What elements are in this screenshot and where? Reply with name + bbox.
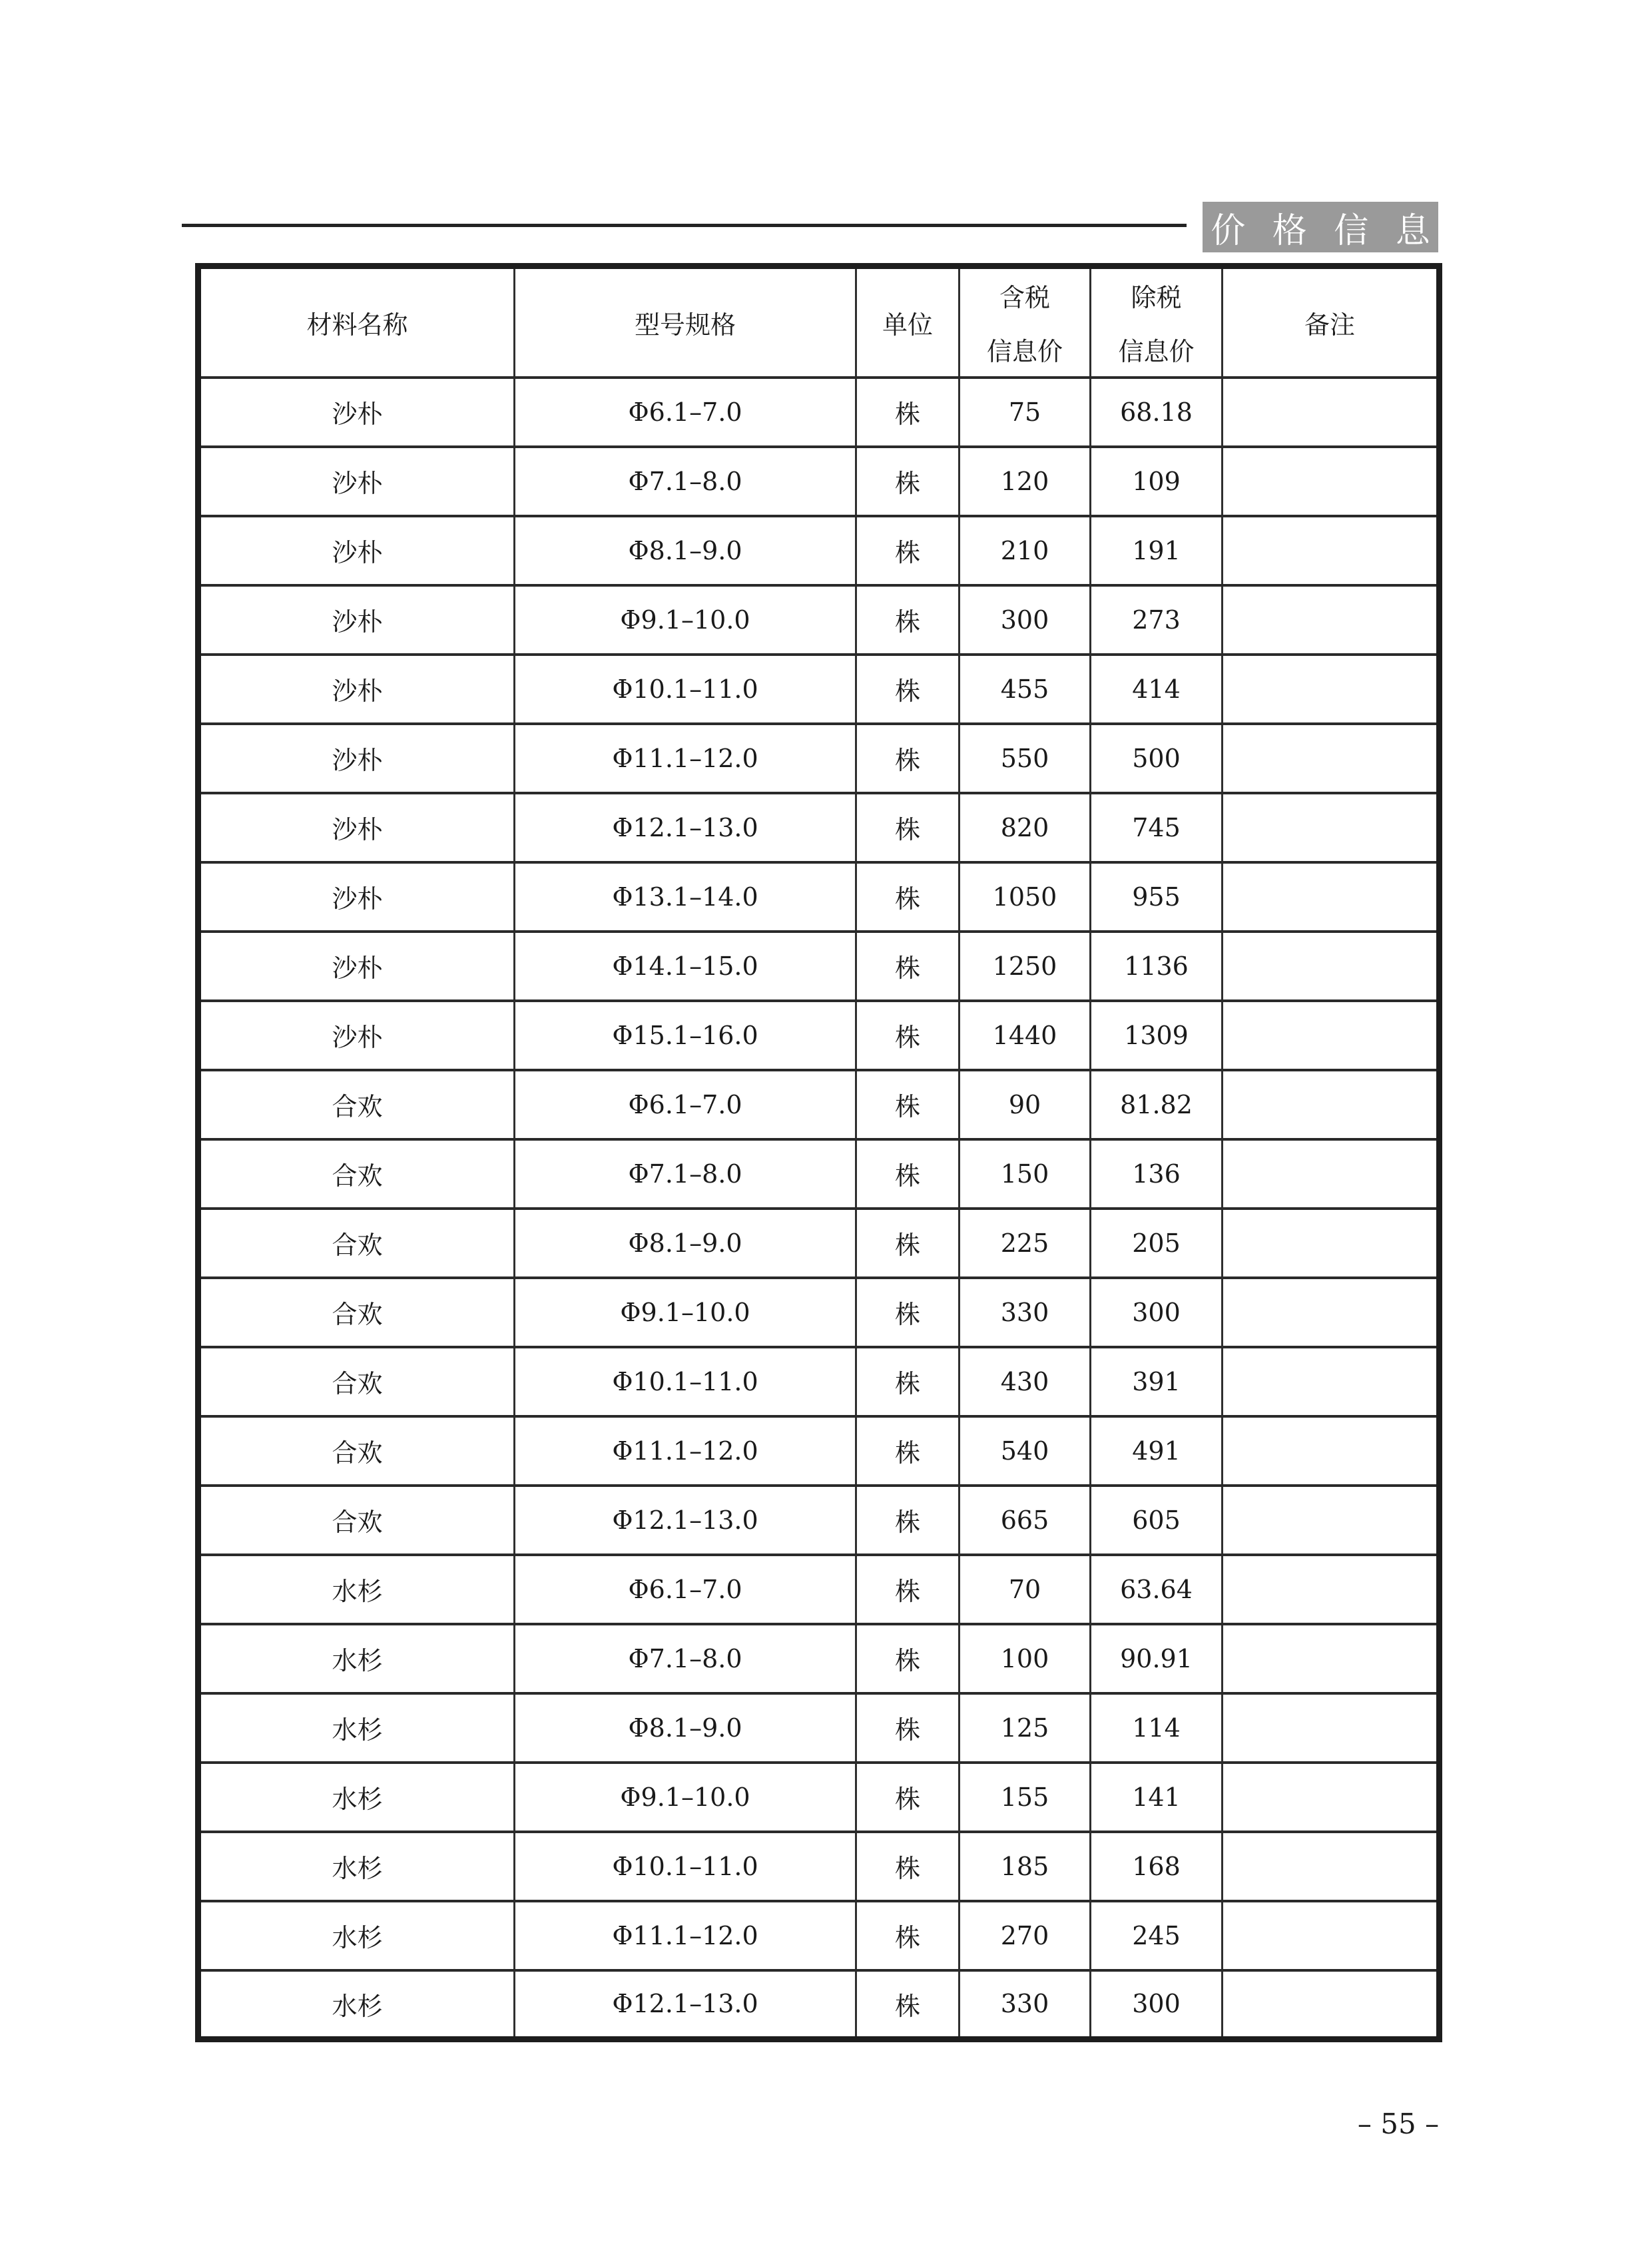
remark-cell	[1223, 1209, 1440, 1278]
table-row	[198, 1901, 1440, 1970]
pretax-price-cell: 141	[1091, 1763, 1223, 1832]
unit-cell: 株	[856, 1347, 960, 1416]
tax-price-cell: 75	[960, 378, 1091, 447]
table-row	[198, 1347, 1440, 1416]
pretax-price-cell: 245	[1091, 1901, 1223, 1970]
remark-cell	[1223, 1139, 1440, 1209]
header-rule	[182, 224, 1187, 227]
pretax-price-cell: 300	[1091, 1278, 1223, 1347]
unit-cell: 株	[856, 862, 960, 932]
unit-cell: 株	[856, 1901, 960, 1970]
spec-cell: Φ10.1–11.0	[515, 1832, 856, 1901]
material-name-cell: 水杉	[198, 1832, 515, 1901]
tax-price-cell: 430	[960, 1347, 1091, 1416]
pretax-price-cell: 191	[1091, 516, 1223, 585]
remark-cell	[1223, 585, 1440, 655]
material-name-cell: 沙朴	[198, 724, 515, 793]
table-row	[198, 1555, 1440, 1624]
unit-cell: 株	[856, 1001, 960, 1070]
spec-cell: Φ10.1–11.0	[515, 1347, 856, 1416]
material-name-cell: 合欢	[198, 1347, 515, 1416]
remark-cell	[1223, 1970, 1440, 2040]
header-spec-label: 型号规格	[634, 310, 736, 340]
tax-price-cell: 70	[960, 1555, 1091, 1624]
material-name-cell: 合欢	[198, 1139, 515, 1209]
table-header-row	[198, 266, 1440, 378]
spec-cell: Φ7.1–8.0	[515, 447, 856, 516]
table-row	[198, 447, 1440, 516]
table-row	[198, 1486, 1440, 1555]
table-row	[198, 1970, 1440, 2040]
table-row	[198, 1763, 1440, 1832]
pretax-price-cell: 1309	[1091, 1001, 1223, 1070]
remark-cell	[1223, 1555, 1440, 1624]
header-spec	[515, 266, 856, 378]
table-row	[198, 1832, 1440, 1901]
unit-cell: 株	[856, 1763, 960, 1832]
table-row	[198, 1209, 1440, 1278]
unit-cell: 株	[856, 1416, 960, 1486]
material-name-cell: 水杉	[198, 1693, 515, 1763]
spec-cell: Φ12.1–13.0	[515, 1970, 856, 2040]
tax-price-cell: 820	[960, 793, 1091, 862]
material-name-cell: 水杉	[198, 1624, 515, 1693]
table-body	[198, 378, 1440, 2040]
spec-cell: Φ11.1–12.0	[515, 1901, 856, 1970]
spec-cell: Φ11.1–12.0	[515, 1416, 856, 1486]
header-unit	[856, 266, 960, 378]
material-name-cell: 水杉	[198, 1970, 515, 2040]
table-row	[198, 793, 1440, 862]
remark-cell	[1223, 1347, 1440, 1416]
spec-cell: Φ7.1–8.0	[515, 1624, 856, 1693]
remark-cell	[1223, 724, 1440, 793]
table-row	[198, 1416, 1440, 1486]
material-name-cell: 合欢	[198, 1486, 515, 1555]
tax-price-cell: 185	[960, 1832, 1091, 1901]
unit-cell: 株	[856, 1970, 960, 2040]
material-name-cell: 沙朴	[198, 1001, 515, 1070]
table-row	[198, 1624, 1440, 1693]
tax-price-cell: 155	[960, 1763, 1091, 1832]
pretax-price-cell: 955	[1091, 862, 1223, 932]
material-name-cell: 沙朴	[198, 447, 515, 516]
unit-cell: 株	[856, 724, 960, 793]
page-number: – 55 –	[1357, 2108, 1440, 2140]
table-row	[198, 1693, 1440, 1763]
table-row	[198, 378, 1440, 447]
material-name-cell: 水杉	[198, 1555, 515, 1624]
pretax-price-cell: 205	[1091, 1209, 1223, 1278]
pretax-price-cell: 168	[1091, 1832, 1223, 1901]
table-row	[198, 1070, 1440, 1139]
header-material	[198, 266, 515, 378]
spec-cell: Φ8.1–9.0	[515, 516, 856, 585]
material-name-cell: 沙朴	[198, 932, 515, 1001]
table-header	[198, 266, 1440, 378]
pretax-price-cell: 68.18	[1091, 378, 1223, 447]
pretax-price-cell: 605	[1091, 1486, 1223, 1555]
material-name-cell: 沙朴	[198, 655, 515, 724]
remark-cell	[1223, 862, 1440, 932]
table-row	[198, 1139, 1440, 1209]
remark-cell	[1223, 1832, 1440, 1901]
unit-cell: 株	[856, 1486, 960, 1555]
material-name-cell: 合欢	[198, 1416, 515, 1486]
material-name-cell: 合欢	[198, 1070, 515, 1139]
tax-price-cell: 1440	[960, 1001, 1091, 1070]
remark-cell	[1223, 1763, 1440, 1832]
tax-price-cell: 270	[960, 1901, 1091, 1970]
price-table	[195, 263, 1442, 2042]
spec-cell: Φ8.1–9.0	[515, 1209, 856, 1278]
table-row	[198, 1278, 1440, 1347]
header-remark	[1223, 266, 1440, 378]
spec-cell: Φ13.1–14.0	[515, 862, 856, 932]
remark-cell	[1223, 1001, 1440, 1070]
pretax-price-cell: 136	[1091, 1139, 1223, 1209]
material-name-cell: 沙朴	[198, 862, 515, 932]
tax-price-cell: 150	[960, 1139, 1091, 1209]
unit-cell: 株	[856, 447, 960, 516]
pretax-price-cell: 1136	[1091, 932, 1223, 1001]
remark-cell	[1223, 516, 1440, 585]
unit-cell: 株	[856, 1624, 960, 1693]
tax-price-cell: 665	[960, 1486, 1091, 1555]
tax-price-cell: 100	[960, 1624, 1091, 1693]
pretax-price-cell: 114	[1091, 1693, 1223, 1763]
remark-cell	[1223, 447, 1440, 516]
material-name-cell: 沙朴	[198, 793, 515, 862]
pretax-price-cell: 745	[1091, 793, 1223, 862]
page-title-box	[1203, 202, 1438, 252]
spec-cell: Φ12.1–13.0	[515, 793, 856, 862]
header-unit-label: 单位	[882, 310, 933, 340]
table-row	[198, 516, 1440, 585]
remark-cell	[1223, 793, 1440, 862]
unit-cell: 株	[856, 1070, 960, 1139]
tax-price-cell: 330	[960, 1970, 1091, 2040]
remark-cell	[1223, 655, 1440, 724]
tax-price-cell: 210	[960, 516, 1091, 585]
header-remark-label: 备注	[1304, 310, 1355, 340]
pretax-price-cell: 500	[1091, 724, 1223, 793]
table-row	[198, 1001, 1440, 1070]
tax-price-cell: 455	[960, 655, 1091, 724]
remark-cell	[1223, 1901, 1440, 1970]
remark-cell	[1223, 1070, 1440, 1139]
material-name-cell: 沙朴	[198, 516, 515, 585]
unit-cell: 株	[856, 516, 960, 585]
tax-price-cell: 225	[960, 1209, 1091, 1278]
unit-cell: 株	[856, 585, 960, 655]
material-name-cell: 水杉	[198, 1901, 515, 1970]
header-material-label: 材料名称	[306, 310, 408, 340]
spec-cell: Φ9.1–10.0	[515, 1763, 856, 1832]
pretax-price-cell: 300	[1091, 1970, 1223, 2040]
pretax-price-cell: 63.64	[1091, 1555, 1223, 1624]
tax-price-cell: 540	[960, 1416, 1091, 1486]
tax-price-cell: 330	[960, 1278, 1091, 1347]
table-row	[198, 655, 1440, 724]
pretax-price-cell: 273	[1091, 585, 1223, 655]
unit-cell: 株	[856, 793, 960, 862]
spec-cell: Φ12.1–13.0	[515, 1486, 856, 1555]
tax-price-cell: 550	[960, 724, 1091, 793]
spec-cell: Φ8.1–9.0	[515, 1693, 856, 1763]
spec-cell: Φ6.1–7.0	[515, 1555, 856, 1624]
material-name-cell: 沙朴	[198, 585, 515, 655]
spec-cell: Φ10.1–11.0	[515, 655, 856, 724]
pretax-price-cell: 391	[1091, 1347, 1223, 1416]
header-tax-price-line2: 信息价	[986, 337, 1063, 367]
pretax-price-cell: 414	[1091, 655, 1223, 724]
unit-cell: 株	[856, 655, 960, 724]
remark-cell	[1223, 1693, 1440, 1763]
tax-price-cell: 300	[960, 585, 1091, 655]
tax-price-cell: 120	[960, 447, 1091, 516]
material-name-cell: 水杉	[198, 1763, 515, 1832]
unit-cell: 株	[856, 1139, 960, 1209]
header-tax-price	[960, 266, 1091, 378]
table-row	[198, 862, 1440, 932]
remark-cell	[1223, 932, 1440, 1001]
pretax-price-cell: 81.82	[1091, 1070, 1223, 1139]
remark-cell	[1223, 1624, 1440, 1693]
spec-cell: Φ15.1–16.0	[515, 1001, 856, 1070]
spec-cell: Φ11.1–12.0	[515, 724, 856, 793]
tax-price-cell: 125	[960, 1693, 1091, 1763]
page-title: 价 格 信 息	[1211, 210, 1438, 251]
pretax-price-cell: 491	[1091, 1416, 1223, 1486]
remark-cell	[1223, 1416, 1440, 1486]
spec-cell: Φ9.1–10.0	[515, 585, 856, 655]
unit-cell: 株	[856, 1209, 960, 1278]
spec-cell: Φ9.1–10.0	[515, 1278, 856, 1347]
table-row	[198, 932, 1440, 1001]
table-row	[198, 585, 1440, 655]
tax-price-cell: 90	[960, 1070, 1091, 1139]
spec-cell: Φ14.1–15.0	[515, 932, 856, 1001]
remark-cell	[1223, 1486, 1440, 1555]
tax-price-cell: 1250	[960, 932, 1091, 1001]
spec-cell: Φ6.1–7.0	[515, 1070, 856, 1139]
header-tax-price-line1: 含税	[999, 283, 1050, 313]
unit-cell: 株	[856, 1555, 960, 1624]
tax-price-cell: 1050	[960, 862, 1091, 932]
unit-cell: 株	[856, 1278, 960, 1347]
header-pretax-price	[1091, 266, 1223, 378]
spec-cell: Φ7.1–8.0	[515, 1139, 856, 1209]
unit-cell: 株	[856, 1693, 960, 1763]
header-pretax-price-line2: 信息价	[1118, 337, 1195, 367]
material-name-cell: 合欢	[198, 1209, 515, 1278]
unit-cell: 株	[856, 378, 960, 447]
remark-cell	[1223, 378, 1440, 447]
pretax-price-cell: 90.91	[1091, 1624, 1223, 1693]
material-name-cell: 沙朴	[198, 378, 515, 447]
table-row	[198, 724, 1440, 793]
unit-cell: 株	[856, 932, 960, 1001]
remark-cell	[1223, 1278, 1440, 1347]
header-pretax-price-line1: 除税	[1131, 283, 1182, 313]
material-name-cell: 合欢	[198, 1278, 515, 1347]
unit-cell: 株	[856, 1832, 960, 1901]
pretax-price-cell: 109	[1091, 447, 1223, 516]
spec-cell: Φ6.1–7.0	[515, 378, 856, 447]
